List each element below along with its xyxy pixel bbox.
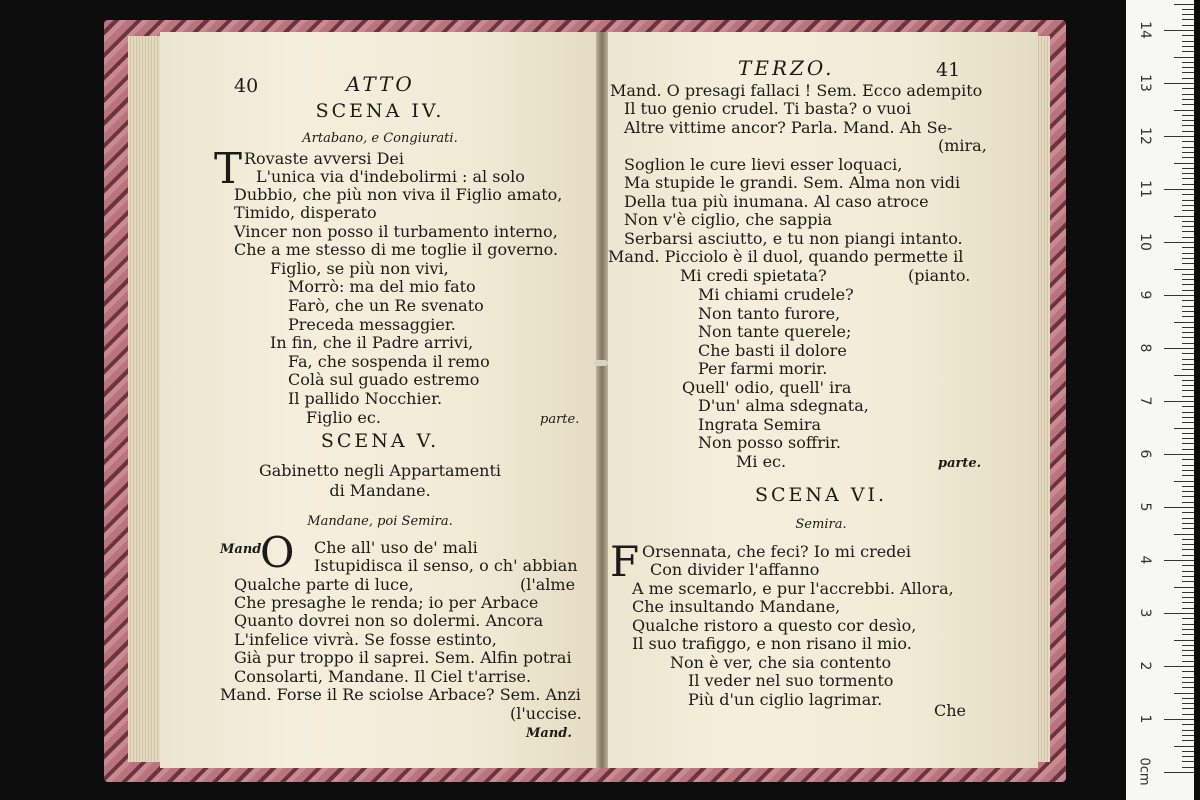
ruler-tick bbox=[1174, 110, 1194, 111]
ruler-tick bbox=[1174, 216, 1194, 217]
ruler-tick bbox=[1182, 67, 1194, 68]
ruler-tick bbox=[1182, 226, 1194, 227]
aria-line: Che basti il dolore bbox=[698, 341, 847, 360]
ruler-tick bbox=[1174, 481, 1194, 482]
ruler-tick bbox=[1182, 221, 1194, 222]
ruler-tick bbox=[1182, 491, 1194, 492]
ruler-tick bbox=[1182, 115, 1194, 116]
ruler-tick bbox=[1182, 385, 1194, 386]
ruler-tick bbox=[1182, 608, 1194, 609]
ruler-tick bbox=[1182, 141, 1194, 142]
left-page bbox=[160, 32, 600, 768]
ruler-tick bbox=[1182, 380, 1194, 381]
ruler-tick bbox=[1182, 465, 1194, 466]
ruler-tick bbox=[1182, 698, 1194, 699]
ruler-tick bbox=[1182, 417, 1194, 418]
verse-line: Istupidisca il senso, o ch' abbian bbox=[314, 556, 578, 575]
ruler-tick bbox=[1182, 62, 1194, 63]
ruler-tick bbox=[1182, 237, 1194, 238]
speaker-label: Mand. bbox=[220, 542, 266, 557]
ruler-tick bbox=[1182, 369, 1194, 370]
ruler-tick bbox=[1182, 687, 1194, 688]
ruler-tick bbox=[1182, 661, 1194, 662]
ruler-tick bbox=[1182, 671, 1194, 672]
verse-line: Orsennata, che feci? Io mi credei bbox=[642, 542, 912, 561]
ruler-tick bbox=[1182, 502, 1194, 503]
overflow-line: (l'alme bbox=[520, 575, 576, 594]
ruler-tick bbox=[1182, 708, 1194, 709]
ruler-tick bbox=[1182, 258, 1194, 259]
book-gutter bbox=[596, 32, 608, 768]
ruler-tick bbox=[1182, 19, 1194, 20]
ruler-tick bbox=[1182, 412, 1194, 413]
ruler-tick bbox=[1182, 512, 1194, 513]
ruler-tick bbox=[1182, 634, 1194, 635]
ruler-tick bbox=[1164, 348, 1194, 349]
ruler-tick bbox=[1182, 470, 1194, 471]
aria-line: Per farmi morir. bbox=[698, 359, 828, 378]
dialogue-line: Altre vittime ancor? Parla. Mand. Ah Se- bbox=[624, 118, 953, 137]
ruler-tick bbox=[1182, 51, 1194, 52]
ruler-tick bbox=[1182, 724, 1194, 725]
ruler-label: 8 bbox=[1137, 343, 1153, 353]
ruler-tick bbox=[1164, 401, 1194, 402]
ruler-tick bbox=[1174, 640, 1194, 641]
scene-setting: Gabinetto negli Appartamenti bbox=[258, 461, 502, 480]
ruler-tick bbox=[1182, 364, 1194, 365]
ruler-label: 14 bbox=[1137, 21, 1153, 39]
ruler-tick bbox=[1182, 147, 1194, 148]
aria-line: Non posso soffrir. bbox=[698, 433, 841, 452]
verse-line: Fa, che sospenda il remo bbox=[288, 352, 490, 371]
ruler-tick bbox=[1182, 767, 1194, 768]
ruler-tick bbox=[1182, 629, 1194, 630]
ruler-label: 10 bbox=[1137, 233, 1153, 251]
running-head: TERZO. bbox=[738, 56, 835, 80]
aria-line: Ingrata Semira bbox=[698, 415, 822, 434]
ruler-tick bbox=[1182, 496, 1194, 497]
dialogue-line: Il tuo genio crudel. Ti basta? o vuoi bbox=[624, 99, 912, 118]
scene-setting: di Mandane. bbox=[329, 481, 431, 500]
ruler-tick bbox=[1182, 751, 1194, 752]
ruler-tick bbox=[1182, 311, 1194, 312]
ruler-tick bbox=[1182, 433, 1194, 434]
ruler-tick bbox=[1182, 120, 1194, 121]
ruler-tick bbox=[1182, 422, 1194, 423]
verse-line: Non è ver, che sia contento bbox=[670, 653, 892, 672]
scene-characters: Semira. bbox=[795, 517, 847, 532]
verse-line: Dubbio, che più non viva il Figlio amato, bbox=[234, 185, 563, 204]
verse-line: Preceda messaggier. bbox=[288, 315, 456, 334]
page-number: 40 bbox=[234, 75, 259, 97]
ruler-tick bbox=[1182, 253, 1194, 254]
ruler-tick bbox=[1182, 735, 1194, 736]
stage-direction: parte. bbox=[938, 456, 982, 471]
verse-line: Rovaste avversi Dei bbox=[244, 149, 405, 168]
scene-title: SCENA V. bbox=[320, 430, 440, 452]
aria-line: Non tante querele; bbox=[698, 322, 852, 341]
ruler-label: 6 bbox=[1137, 449, 1153, 459]
ruler-tick bbox=[1182, 518, 1194, 519]
ruler-tick bbox=[1182, 210, 1194, 211]
ruler-tick bbox=[1182, 25, 1194, 26]
aria-line: D'un' alma sdegnata, bbox=[698, 396, 869, 415]
ruler-tick bbox=[1174, 163, 1194, 164]
ruler-tick bbox=[1182, 194, 1194, 195]
ruler-tick bbox=[1164, 719, 1194, 720]
verse-line: Più d'un ciglio lagrimar. bbox=[688, 690, 883, 709]
ruler-unit-label: 0cm bbox=[1136, 757, 1152, 786]
verse-line: L'infelice vivrà. Se fosse estinto, bbox=[234, 630, 497, 649]
page-number: 41 bbox=[936, 59, 961, 81]
ruler-tick bbox=[1182, 274, 1194, 275]
ruler-tick bbox=[1182, 173, 1194, 174]
ruler-tick bbox=[1182, 602, 1194, 603]
ruler-tick bbox=[1182, 650, 1194, 651]
ruler-tick bbox=[1182, 714, 1194, 715]
ruler-tick bbox=[1182, 581, 1194, 582]
ruler-tick bbox=[1182, 78, 1194, 79]
ruler-tick bbox=[1182, 184, 1194, 185]
measuring-ruler bbox=[1126, 0, 1194, 800]
ruler-tick bbox=[1182, 618, 1194, 619]
ruler-tick bbox=[1182, 523, 1194, 524]
page-edges-right bbox=[1036, 36, 1050, 762]
dialogue-line: (mira, bbox=[938, 136, 987, 155]
verse-line: Morrò: ma del mio fato bbox=[288, 277, 476, 296]
verse-line: Il pallido Nocchier. bbox=[288, 389, 443, 408]
ruler-tick bbox=[1182, 624, 1194, 625]
verse-line: Che a me stesso di me toglie il governo. bbox=[234, 240, 559, 259]
ruler-tick bbox=[1182, 290, 1194, 291]
ruler-tick bbox=[1182, 131, 1194, 132]
ruler-tick bbox=[1182, 544, 1194, 545]
ruler-tick bbox=[1164, 83, 1194, 84]
ruler-tick bbox=[1182, 438, 1194, 439]
ruler-tick bbox=[1164, 560, 1194, 561]
verse-line: Vincer non posso il turbamento interno, bbox=[234, 222, 558, 241]
ruler-label: 12 bbox=[1137, 127, 1153, 145]
verse-line: Figlio ec. bbox=[306, 408, 381, 427]
scene-characters: Mandane, poi Semira. bbox=[307, 514, 453, 529]
verse-line: L'unica via d'indebolirmi : al solo bbox=[256, 167, 525, 186]
ruler-tick bbox=[1164, 507, 1194, 508]
ruler-tick bbox=[1182, 316, 1194, 317]
ruler-tick bbox=[1182, 655, 1194, 656]
aria-line: Mi ec. bbox=[736, 452, 787, 471]
dialogue-line: Serbarsi asciutto, e tu non piangi intanto. bbox=[624, 229, 963, 248]
ruler-tick bbox=[1182, 157, 1194, 158]
ruler-tick bbox=[1182, 677, 1194, 678]
aria-line: Mi credi spietata? bbox=[680, 266, 827, 285]
ruler-tick bbox=[1182, 730, 1194, 731]
ruler-tick bbox=[1182, 327, 1194, 328]
ruler-tick bbox=[1182, 279, 1194, 280]
ruler-tick bbox=[1182, 88, 1194, 89]
page-edges-left bbox=[128, 36, 162, 762]
dialogue-line: Della tua più inumana. Al caso atroce bbox=[624, 192, 929, 211]
verse-line: Colà sul guado estremo bbox=[288, 370, 480, 389]
ruler-tick bbox=[1164, 189, 1194, 190]
scene-title: SCENA IV. bbox=[315, 100, 445, 122]
ruler-tick bbox=[1182, 486, 1194, 487]
ruler-label: 7 bbox=[1137, 396, 1153, 406]
ruler-tick bbox=[1182, 597, 1194, 598]
verse-line: Quanto dovrei non so dolermi. Ancora bbox=[234, 611, 544, 630]
verse-line: In fin, che il Padre arrivi, bbox=[270, 333, 474, 352]
verse-line: Timido, disperato bbox=[234, 203, 377, 222]
ruler-tick bbox=[1182, 359, 1194, 360]
ruler-tick bbox=[1174, 693, 1194, 694]
ruler-tick bbox=[1174, 4, 1194, 5]
ruler-tick bbox=[1182, 443, 1194, 444]
drop-cap: F bbox=[610, 537, 640, 586]
running-head: ATTO bbox=[346, 72, 415, 96]
verse-line: Con divider l'affanno bbox=[650, 560, 820, 579]
verse-line: Farò, che un Re svenato bbox=[288, 296, 484, 315]
ruler-tick bbox=[1182, 263, 1194, 264]
ruler-label: 11 bbox=[1137, 180, 1153, 198]
ruler-tick bbox=[1174, 428, 1194, 429]
ruler-tick bbox=[1182, 205, 1194, 206]
ruler-tick bbox=[1182, 94, 1194, 95]
ruler-tick bbox=[1164, 30, 1194, 31]
ruler-label: 2 bbox=[1137, 661, 1153, 671]
ruler-tick bbox=[1182, 353, 1194, 354]
ruler-tick bbox=[1182, 756, 1194, 757]
ruler-tick bbox=[1182, 459, 1194, 460]
ruler-tick bbox=[1182, 539, 1194, 540]
ruler-tick bbox=[1182, 41, 1194, 42]
ruler-tick bbox=[1164, 772, 1194, 773]
ruler-tick bbox=[1182, 406, 1194, 407]
ruler-tick bbox=[1182, 99, 1194, 100]
verse-line: Figlio, se più non vivi, bbox=[270, 259, 449, 278]
ruler-tick bbox=[1182, 200, 1194, 201]
ruler-tick bbox=[1182, 449, 1194, 450]
ruler-tick bbox=[1182, 343, 1194, 344]
ruler-tick bbox=[1182, 284, 1194, 285]
verse-line: Che insultando Mandane, bbox=[632, 597, 841, 616]
verse-line: Il suo trafiggo, e non risano il mio. bbox=[632, 634, 912, 653]
right-page bbox=[604, 32, 1038, 768]
ruler-tick bbox=[1164, 136, 1194, 137]
aria-line: Mi chiami crudele? bbox=[698, 285, 854, 304]
ruler-tick bbox=[1182, 475, 1194, 476]
ruler-tick bbox=[1182, 104, 1194, 105]
ruler-tick bbox=[1182, 14, 1194, 15]
dialogue-line: Ma stupide le grandi. Sem. Alma non vidi bbox=[624, 173, 961, 192]
ruler-label: 13 bbox=[1137, 74, 1153, 92]
ruler-tick bbox=[1182, 565, 1194, 566]
stage-direction: parte. bbox=[540, 412, 580, 427]
drop-cap: T bbox=[214, 144, 243, 193]
overflow-line: (l'uccise. bbox=[510, 704, 582, 723]
verse-line: Che presaghe le renda; io per Arbace bbox=[234, 593, 539, 612]
ruler-tick bbox=[1164, 613, 1194, 614]
ruler-tick bbox=[1182, 576, 1194, 577]
ruler-label: 4 bbox=[1137, 555, 1153, 565]
ruler-tick bbox=[1182, 178, 1194, 179]
dialogue-line: Soglion le cure lievi esser loquaci, bbox=[624, 155, 903, 174]
ruler-tick bbox=[1164, 454, 1194, 455]
ruler-tick bbox=[1182, 300, 1194, 301]
verse-line: Il veder nel suo tormento bbox=[688, 671, 894, 690]
ruler-tick bbox=[1182, 337, 1194, 338]
ruler-tick bbox=[1182, 247, 1194, 248]
ruler-tick bbox=[1182, 740, 1194, 741]
drop-cap: O bbox=[260, 528, 295, 577]
ruler-tick bbox=[1174, 57, 1194, 58]
catchword: Che bbox=[934, 701, 967, 720]
verse-line: Qualche parte di luce, bbox=[234, 575, 414, 594]
ruler-tick bbox=[1182, 9, 1194, 10]
ruler-tick bbox=[1182, 125, 1194, 126]
verse-line: Già pur troppo il saprei. Sem. Alfin potrai bbox=[234, 648, 572, 667]
ruler-tick bbox=[1182, 592, 1194, 593]
ruler-label: 5 bbox=[1137, 502, 1153, 512]
dialogue-line: Non v'è ciglio, che sappia bbox=[624, 210, 833, 229]
ruler-label: 9 bbox=[1137, 290, 1153, 300]
scene-characters: Artabano, e Congiurati. bbox=[302, 131, 458, 146]
ruler-tick bbox=[1164, 666, 1194, 667]
ruler-tick bbox=[1174, 534, 1194, 535]
ruler-tick bbox=[1182, 703, 1194, 704]
ruler-tick bbox=[1182, 306, 1194, 307]
ruler-tick bbox=[1182, 332, 1194, 333]
ruler-label: 3 bbox=[1137, 608, 1153, 618]
ruler-tick bbox=[1174, 375, 1194, 376]
ruler-tick bbox=[1164, 242, 1194, 243]
catchword: Mand. bbox=[526, 726, 572, 741]
ruler-tick bbox=[1174, 322, 1194, 323]
ruler-tick bbox=[1182, 761, 1194, 762]
ruler-tick bbox=[1182, 549, 1194, 550]
ruler-tick bbox=[1164, 295, 1194, 296]
ruler-tick bbox=[1182, 390, 1194, 391]
verse-line: Mand. Forse il Re sciolse Arbace? Sem. Anzi bbox=[220, 685, 581, 704]
ruler-tick bbox=[1182, 682, 1194, 683]
scene-title: SCENA VI. bbox=[754, 484, 888, 506]
ruler-tick bbox=[1182, 72, 1194, 73]
ruler-tick bbox=[1182, 152, 1194, 153]
dialogue-line: Mand. Picciolo è il duol, quando permette il bbox=[608, 247, 964, 266]
aria-line: Quell' odio, quell' ira bbox=[682, 378, 852, 397]
ruler-tick bbox=[1182, 46, 1194, 47]
overflow-line: (pianto. bbox=[908, 266, 971, 285]
verse-line: Che all' uso de' mali bbox=[314, 538, 478, 557]
ruler-tick bbox=[1182, 555, 1194, 556]
ruler-tick bbox=[1182, 645, 1194, 646]
ruler-tick bbox=[1174, 587, 1194, 588]
ruler-tick bbox=[1174, 269, 1194, 270]
ruler-tick bbox=[1182, 571, 1194, 572]
ruler-tick bbox=[1182, 168, 1194, 169]
ruler-tick bbox=[1182, 231, 1194, 232]
ruler-tick bbox=[1174, 746, 1194, 747]
binding-thread bbox=[594, 360, 608, 366]
ruler-tick bbox=[1182, 396, 1194, 397]
ruler-label: 1 bbox=[1137, 714, 1153, 724]
dialogue-line: Mand. O presagi fallaci ! Sem. Ecco adempito bbox=[610, 81, 983, 100]
ruler-tick bbox=[1182, 35, 1194, 36]
aria-line: Non tanto furore, bbox=[698, 304, 841, 323]
verse-line: Qualche ristoro a questo cor desìo, bbox=[632, 616, 917, 635]
ruler-tick bbox=[1182, 528, 1194, 529]
verse-line: Consolarti, Mandane. Il Ciel t'arrise. bbox=[234, 667, 532, 686]
verse-line: A me scemarlo, e pur l'accrebbi. Allora, bbox=[632, 579, 954, 598]
